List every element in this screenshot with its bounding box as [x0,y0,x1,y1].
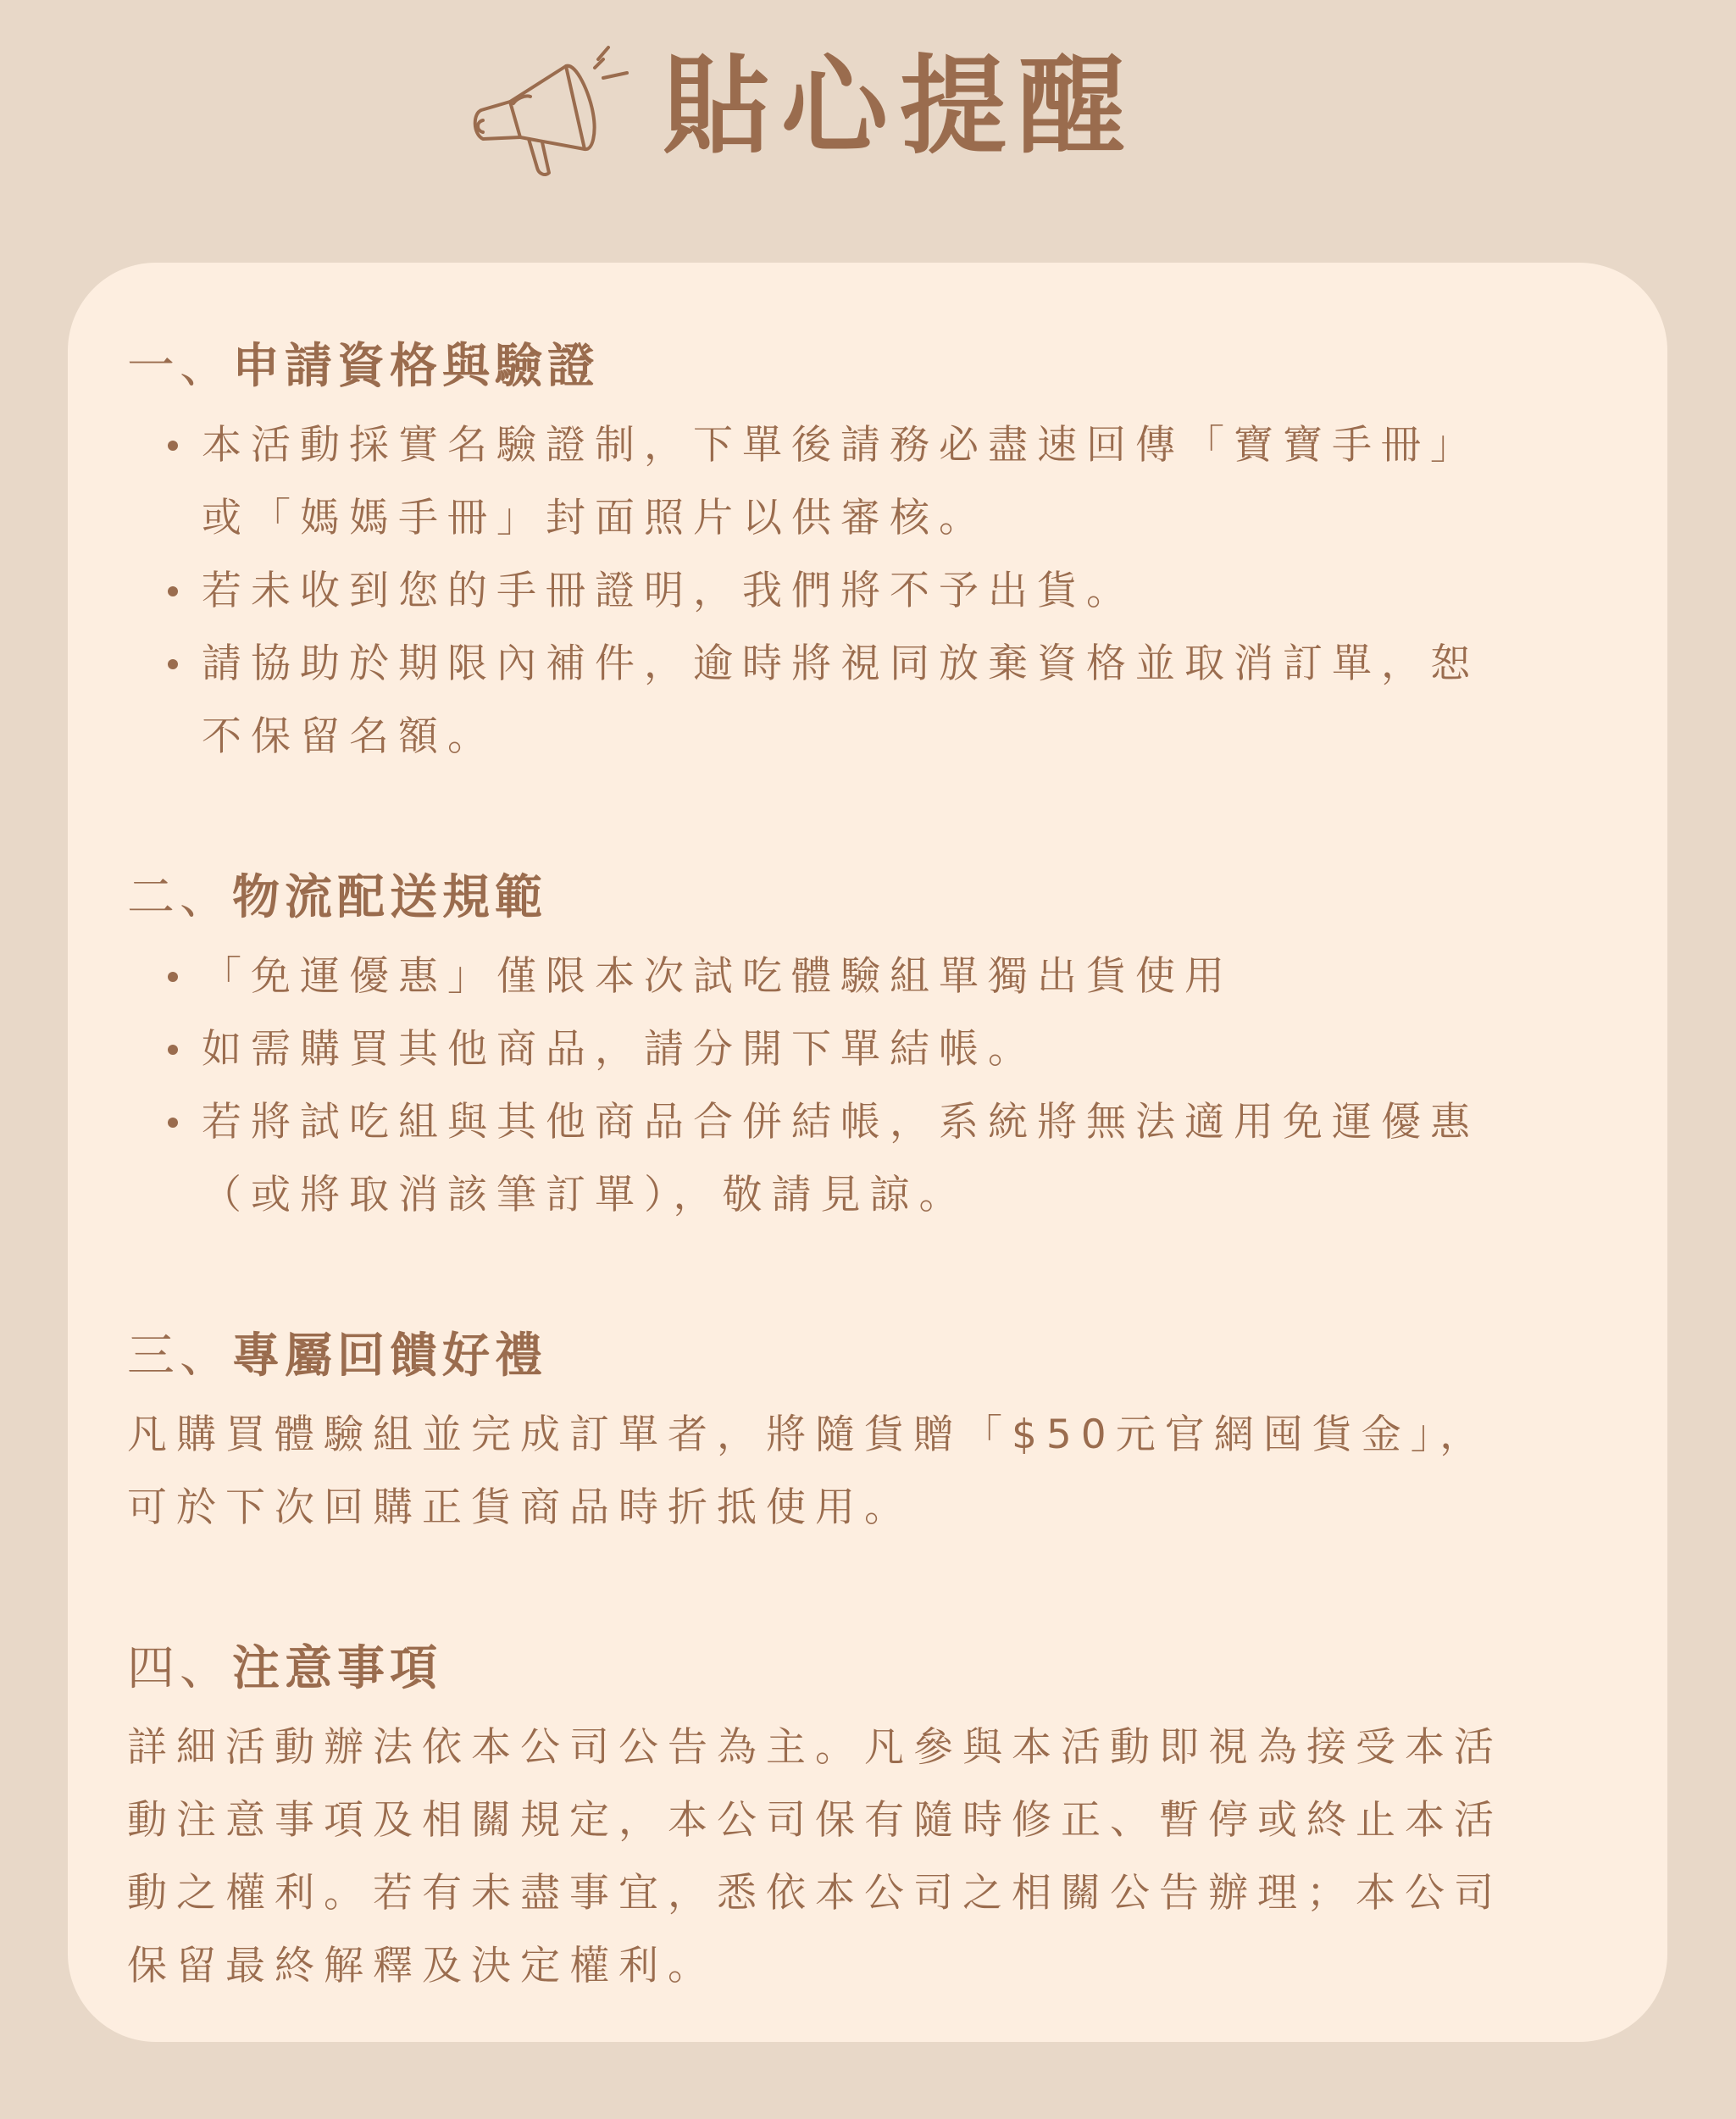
section-number: 三、 [127,1329,232,1384]
section-heading: 申請資格與驗證 [232,338,600,394]
paragraph-line: 詳細活動辦法依本公司公告為主。凡參與本活動即視為接受本活 [127,1724,1503,1771]
list-item-line: 若未收到您的手冊證明，我們將不予出貨。 [202,568,1135,614]
section-number: 四、 [127,1641,232,1696]
section-heading: 物流配送規範 [232,869,547,925]
paragraph-line: 凡購買體驗組並完成訂單者，將隨貨贈「$50元官網囤貨金」， [127,1412,1489,1458]
section-title [127,1313,1627,1399]
list-item [127,1086,1627,1232]
paragraph-line: 動之權利。若有未盡事宜，悉依本公司之相關公告辦理；本公司 [127,1870,1503,1917]
paragraph-line: 保留最終解釋及決定權利。 [127,1943,717,1989]
list-item-line: 請協助於期限內補件，逾時將視同放棄資格並取消訂單，恕 [202,641,1479,687]
section-eligibility [127,324,1627,774]
section-heading: 注意事項 [232,1640,442,1696]
bullet-list [127,409,1627,774]
list-item-line: 若將試吃組與其他商品合併結帳，系統將無法適用免運優惠 [202,1099,1479,1145]
megaphone-icon [458,41,635,185]
list-item-line: 本活動採實名驗證制，下單後請務必盡速回傳「寶寶手冊」 [202,422,1479,469]
section-reward [127,1313,1627,1545]
section-title [127,1626,1627,1711]
section-notes [127,1626,1627,2003]
paragraph-line: 動注意事項及相關規定，本公司保有隨時修正、暫停或終止本活 [127,1797,1503,1844]
section-title [127,855,1627,940]
list-item-line: 如需購買其他商品，請分開下單結帳。 [202,1026,1037,1073]
page-title: 貼心提醒 [663,43,1137,169]
section-paragraph [127,1399,1627,1545]
bullet-list [127,940,1627,1232]
section-heading: 專屬回饋好禮 [232,1328,547,1384]
header [0,0,1736,254]
list-item-line: 不保留名額。 [202,713,496,760]
notice-card [68,263,1667,2042]
list-item [127,409,1627,555]
list-item-line: 或「媽媽手冊」封面照片以供審核。 [202,495,988,541]
list-item [127,555,1627,628]
list-item [127,628,1627,774]
section-title [127,324,1627,409]
section-paragraph [127,1711,1627,2003]
list-item [127,940,1627,1013]
list-item-line: 「免運優惠」僅限本次試吃體驗組單獨出貨使用 [202,953,1234,1000]
section-number: 二、 [127,870,232,925]
section-spacer [127,1232,1627,1313]
section-number: 一、 [127,339,232,394]
notice-content [127,324,1627,2003]
section-spacer [127,774,1627,855]
list-item [127,1013,1627,1086]
list-item-line: （或將取消該筆訂單），敬請見諒。 [202,1172,968,1218]
section-spacer [127,1545,1627,1626]
section-shipping [127,855,1627,1232]
paragraph-line: 可於下次回購正貨商品時折抵使用。 [127,1484,913,1531]
